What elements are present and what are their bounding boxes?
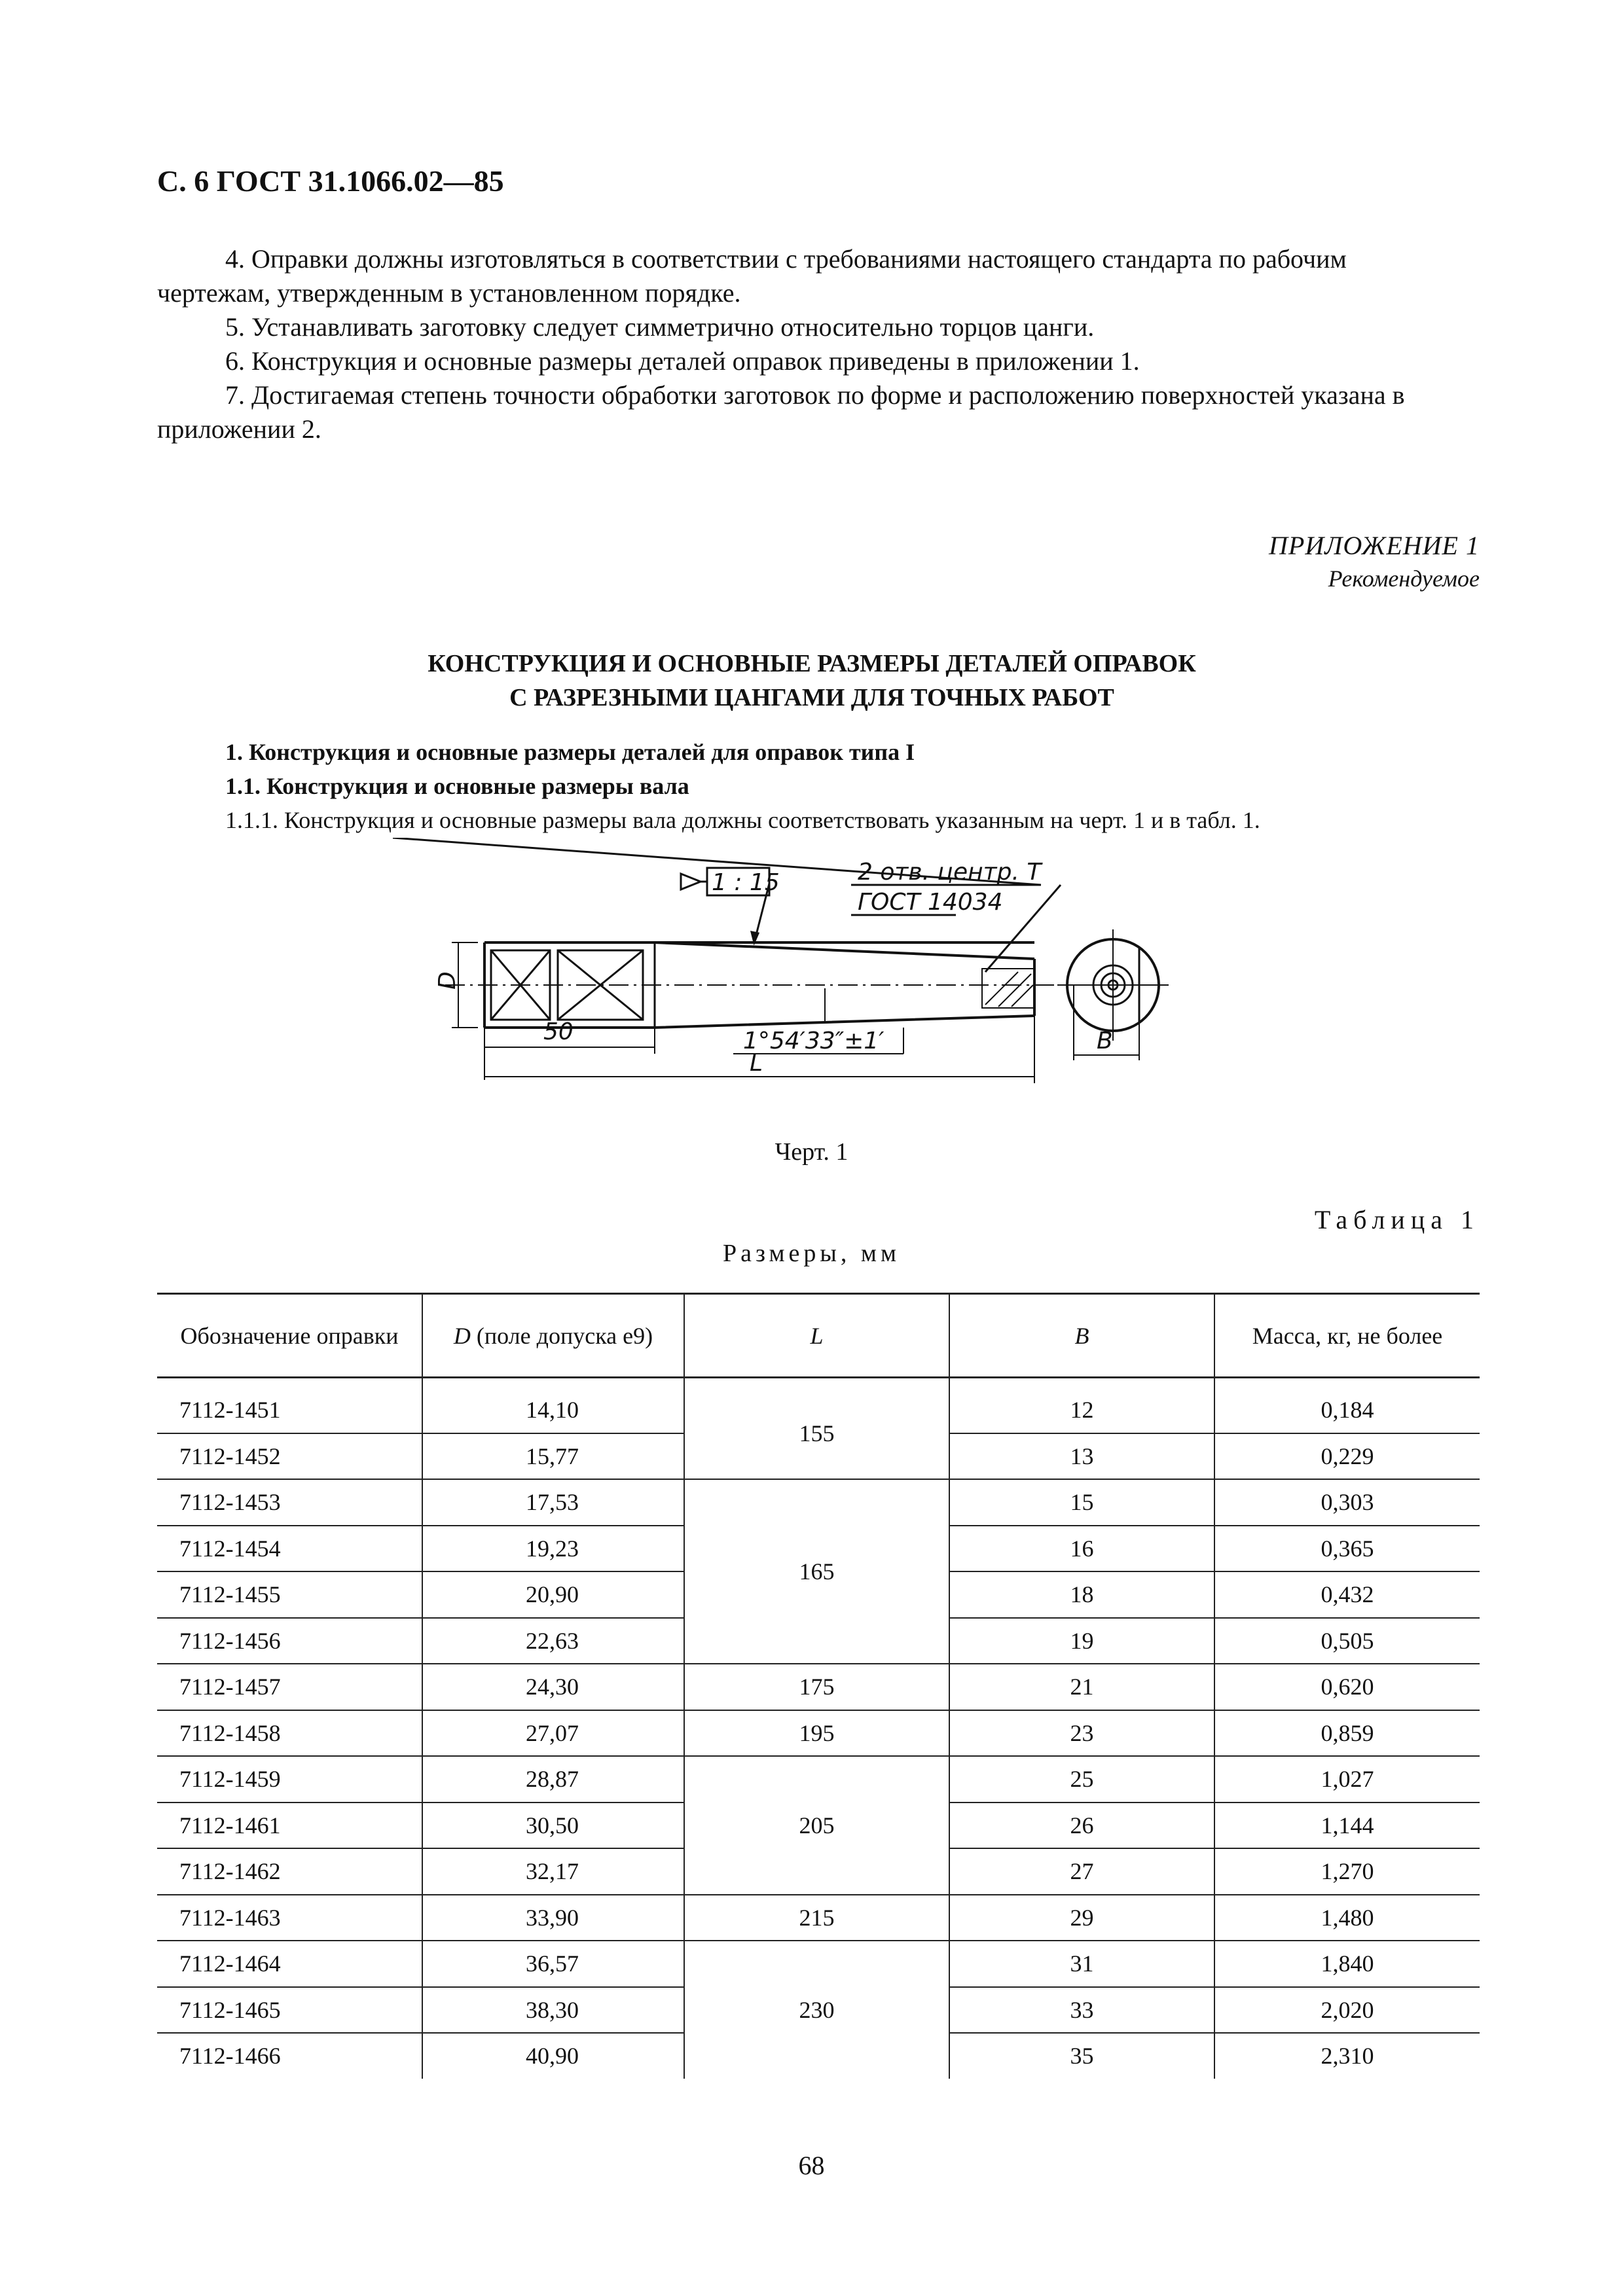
header-l-symbol: L (810, 1322, 824, 1349)
cell-l: 215 (684, 1895, 949, 1941)
header-designation: Обозначение оправки (157, 1294, 422, 1378)
cell-designation: 7112-1454 (157, 1526, 422, 1572)
cell-l: 175 (684, 1664, 949, 1710)
cell-b: 26 (949, 1803, 1214, 1849)
header-d-symbol: D (453, 1322, 471, 1349)
header-d (422, 1294, 684, 1378)
table-row (157, 1941, 1480, 1987)
cell-mass: 0,859 (1214, 1710, 1480, 1757)
header-l (684, 1294, 949, 1378)
cell-l: 205 (684, 1756, 949, 1895)
appendix-title-line-2: С РАЗРЕЗНЫМИ ЦАНГАМИ ДЛЯ ТОЧНЫХ РАБОТ (509, 684, 1114, 711)
cell-d: 19,23 (422, 1526, 684, 1572)
section-1-1-heading: 1.1. Конструкция и основные размеры вала (225, 773, 689, 799)
section-1-1-1-text: 1.1.1. Конструкция и основные размеры вала должны соответствовать указанным на черт. 1 и в табл. 1. (225, 807, 1260, 833)
cell-mass: 0,184 (1214, 1378, 1480, 1433)
cell-l: 155 (684, 1378, 949, 1480)
appendix-title (157, 647, 1467, 715)
cell-mass: 2,310 (1214, 2033, 1480, 2079)
paragraph-4: 4. Оправки должны изготовляться в соответствии с требованиями настоящего стандарта по рабочим чертежам, утвержденным в установленном порядке. (157, 244, 1347, 308)
header-d-note: (поле допуска e9) (476, 1322, 653, 1349)
cell-b: 27 (949, 1848, 1214, 1895)
angle-label: 1°54′33″±1′ (743, 1028, 884, 1054)
dim-b-label: B (1097, 1028, 1113, 1054)
taper-text: 1 : 15 (712, 869, 780, 896)
header-mass: Масса, кг, не более (1214, 1294, 1480, 1378)
section-1-heading: 1. Конструкция и основные размеры деталей для оправок типа I (225, 739, 915, 765)
cell-b: 21 (949, 1664, 1214, 1710)
note-line-2: ГОСТ 14034 (858, 889, 1003, 916)
dim-l-label: L (750, 1050, 763, 1077)
cell-d: 15,77 (422, 1433, 684, 1480)
cell-d: 32,17 (422, 1848, 684, 1895)
cell-mass: 2,020 (1214, 1987, 1480, 2034)
paragraph-6: 6. Конструкция и основные размеры деталей оправок приведены в приложении 1. (225, 346, 1140, 376)
cell-mass: 1,144 (1214, 1803, 1480, 1849)
header-b (949, 1294, 1214, 1378)
table-row (157, 1710, 1480, 1757)
technical-drawing (393, 838, 1178, 1119)
cell-b: 23 (949, 1710, 1214, 1757)
appendix-title-line-1: КОНСТРУКЦИЯ И ОСНОВНЫЕ РАЗМЕРЫ ДЕТАЛЕЙ ОПРАВОК (428, 650, 1196, 677)
cell-d: 38,30 (422, 1987, 684, 2034)
cell-mass: 0,365 (1214, 1526, 1480, 1572)
cell-mass: 1,840 (1214, 1941, 1480, 1987)
cell-b: 18 (949, 1571, 1214, 1618)
cell-d: 30,50 (422, 1803, 684, 1849)
taper-symbol (681, 874, 701, 889)
page-number: 68 (798, 2151, 825, 2180)
table-row (157, 1895, 1480, 1941)
cell-mass: 0,620 (1214, 1664, 1480, 1710)
cell-b: 16 (949, 1526, 1214, 1572)
cell-b: 15 (949, 1479, 1214, 1526)
cell-d: 14,10 (422, 1378, 684, 1433)
table-name: Таблица 1 (1314, 1205, 1480, 1234)
cell-d: 17,53 (422, 1479, 684, 1526)
cell-designation: 7112-1466 (157, 2033, 422, 2079)
cell-designation: 7112-1463 (157, 1895, 422, 1941)
cell-designation: 7112-1459 (157, 1756, 422, 1803)
cell-b: 13 (949, 1433, 1214, 1480)
cell-designation: 7112-1457 (157, 1664, 422, 1710)
cell-d: 24,30 (422, 1664, 684, 1710)
cell-l: 230 (684, 1941, 949, 2079)
cell-designation: 7112-1455 (157, 1571, 422, 1618)
cell-designation: 7112-1461 (157, 1803, 422, 1849)
cell-b: 31 (949, 1941, 1214, 1987)
appendix-status: Рекомендуемое (1328, 565, 1480, 592)
cell-d: 22,63 (422, 1618, 684, 1664)
cell-mass: 0,303 (1214, 1479, 1480, 1526)
cell-designation: 7112-1458 (157, 1710, 422, 1757)
cell-b: 33 (949, 1987, 1214, 2034)
cell-designation: 7112-1451 (157, 1378, 422, 1433)
cell-designation: 7112-1465 (157, 1987, 422, 2034)
cell-mass: 0,229 (1214, 1433, 1480, 1480)
cell-mass: 1,480 (1214, 1895, 1480, 1941)
dim-d-label: D (434, 971, 461, 990)
cell-designation: 7112-1462 (157, 1848, 422, 1895)
cell-d: 40,90 (422, 2033, 684, 2079)
cell-mass: 1,027 (1214, 1756, 1480, 1803)
cell-b: 25 (949, 1756, 1214, 1803)
table-row (157, 1378, 1480, 1433)
cell-b: 29 (949, 1895, 1214, 1941)
cell-d: 36,57 (422, 1941, 684, 1987)
table-units: Размеры, мм (722, 1240, 900, 1267)
cell-designation: 7112-1464 (157, 1941, 422, 1987)
cell-b: 35 (949, 2033, 1214, 2079)
table-row (157, 1479, 1480, 1526)
cell-designation: 7112-1453 (157, 1479, 422, 1526)
cell-d: 27,07 (422, 1710, 684, 1757)
paragraph-5: 5. Устанавливать заготовку следует симметрично относительно торцов цанги. (225, 312, 1095, 342)
cell-designation: 7112-1452 (157, 1433, 422, 1480)
header-b-symbol: B (1074, 1322, 1089, 1349)
cell-l: 195 (684, 1710, 949, 1757)
appendix-label (1269, 530, 1480, 592)
dim-50-label: 50 (543, 1018, 574, 1045)
cell-mass: 1,270 (1214, 1848, 1480, 1895)
drawing-caption: Черт. 1 (775, 1138, 848, 1166)
cell-b: 19 (949, 1618, 1214, 1664)
dimensions-table (157, 1293, 1480, 2079)
paragraph-7: 7. Достигаемая степень точности обработки заготовок по форме и расположению поверхностей указана в приложении 2. (157, 380, 1405, 444)
table-row (157, 1756, 1480, 1803)
cell-d: 28,87 (422, 1756, 684, 1803)
appendix-number: ПРИЛОЖЕНИЕ 1 (1269, 531, 1480, 560)
cell-mass: 0,505 (1214, 1618, 1480, 1664)
cell-designation: 7112-1456 (157, 1618, 422, 1664)
cell-d: 20,90 (422, 1571, 684, 1618)
cell-mass: 0,432 (1214, 1571, 1480, 1618)
cell-l: 165 (684, 1479, 949, 1664)
table-body (157, 1378, 1480, 2079)
cell-b: 12 (949, 1378, 1214, 1433)
table-header-row (157, 1294, 1480, 1378)
table-row (157, 1664, 1480, 1710)
cell-d: 33,90 (422, 1895, 684, 1941)
page-header: С. 6 ГОСТ 31.1066.02—85 (157, 164, 504, 198)
note-line-1: 2 отв. центр. Т (858, 859, 1042, 886)
